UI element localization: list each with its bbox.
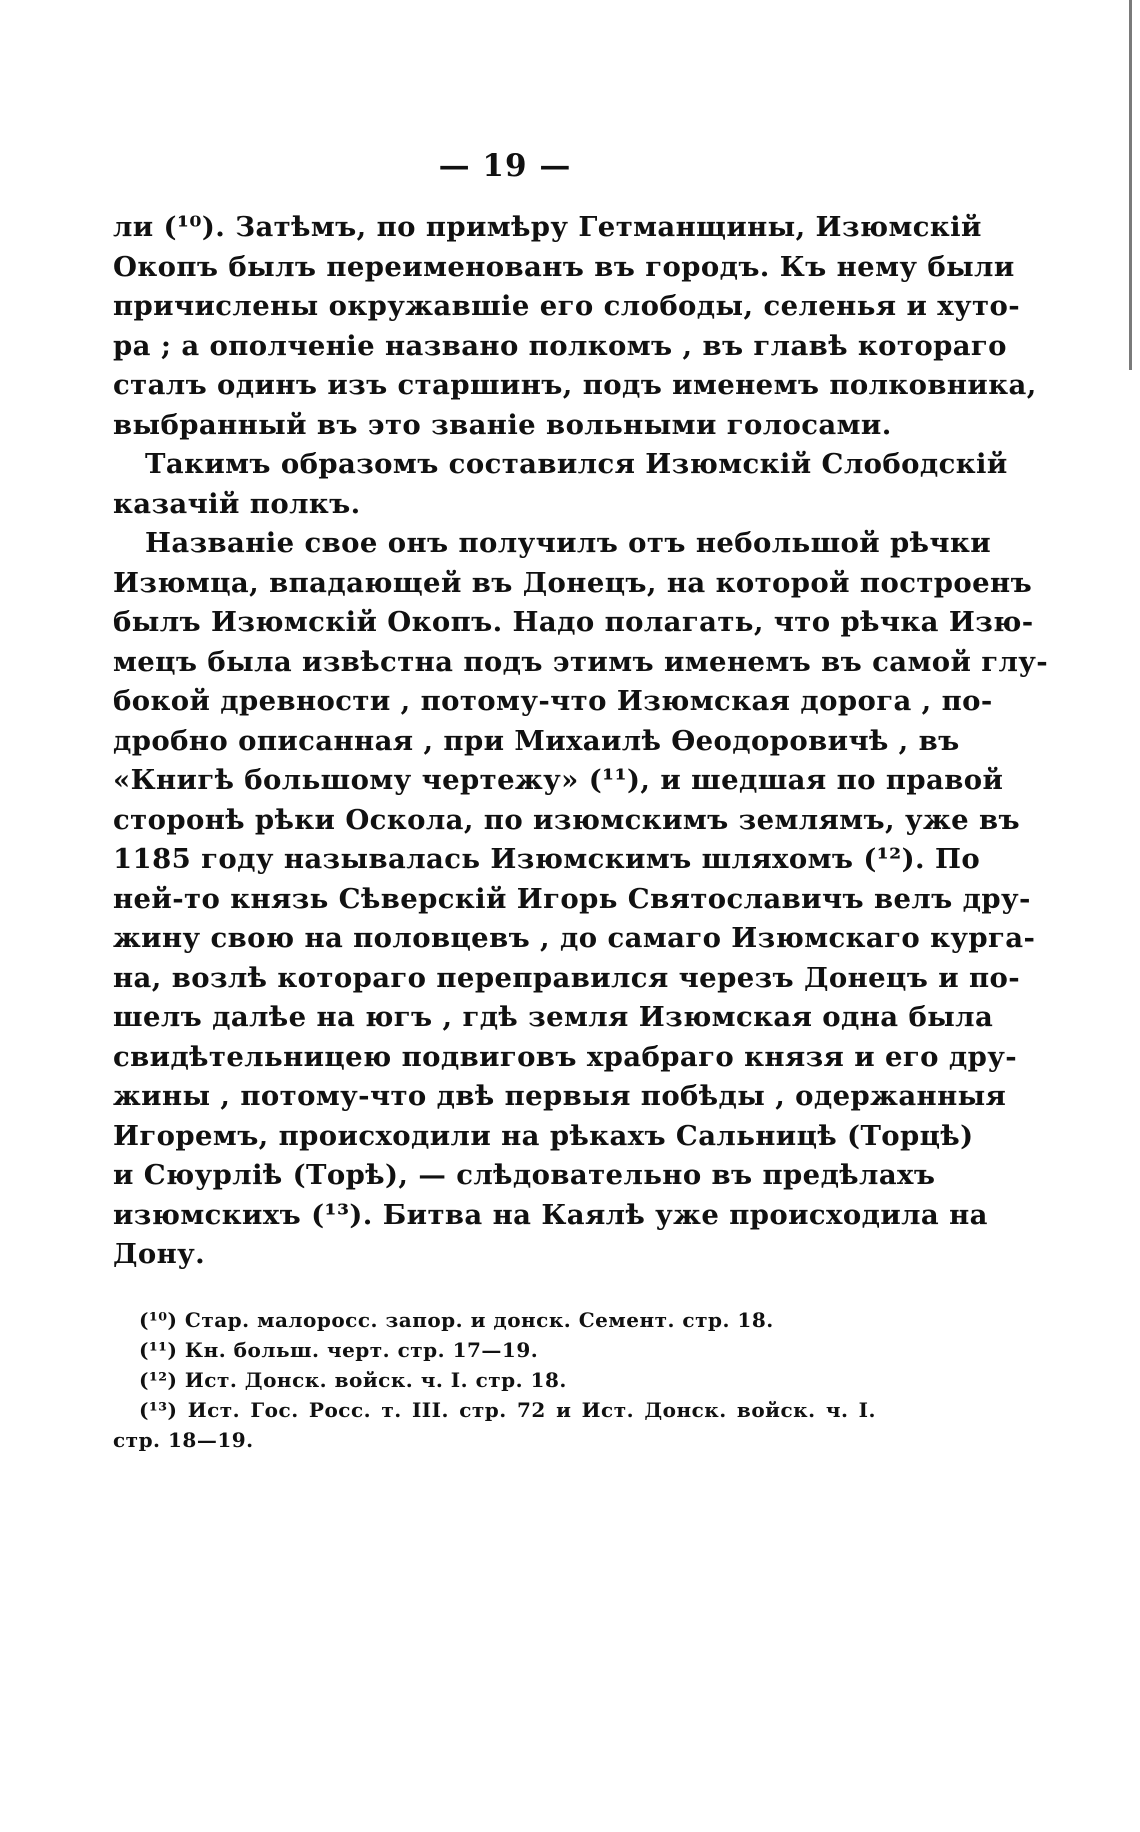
footnote-continuation: стр. 18—19.	[113, 1428, 254, 1452]
text-line: Окопъ былъ переименованъ въ городъ. Къ нему были	[113, 250, 1015, 283]
text-line: сталъ одинъ изъ старшинъ, подъ именемъ полковника,	[113, 369, 1037, 401]
text-line: 1185 году называлась Изюмскимъ шляхомъ (¹²). По	[113, 843, 981, 875]
text-line: Игоремъ, происходили на рѣкахъ Сальницѣ (Торцѣ)	[113, 1119, 974, 1152]
text-line: изюмскихъ (¹³). Битва на Каялѣ уже происходила на	[113, 1198, 988, 1231]
text-line: причислены окружавшіе его слободы, селенья и хуто-	[113, 290, 1021, 322]
text-line: мецъ была извѣстна подъ этимъ именемъ въ самой глу-	[113, 645, 1049, 678]
text-line: на, возлѣ котораго переправился черезъ Донецъ и по-	[113, 961, 1021, 994]
footnotes	[113, 1305, 876, 1455]
text-line: «Книгѣ большому чертежу» (¹¹), и шедшая по правой	[113, 764, 1004, 796]
text-line: Такимъ образомъ составился Изюмскій Слободскій	[145, 448, 1008, 480]
footnote: (¹²) Ист. Донск. войск. ч. I. стр. 18.	[139, 1368, 567, 1392]
text-line: жины , потому-что двѣ первыя побѣды , одержанныя	[113, 1080, 1007, 1112]
text-line: Названіе свое онъ получилъ отъ небольшой рѣчки	[145, 527, 992, 559]
scan-edge-mark	[1129, 0, 1132, 370]
body-text	[113, 208, 1049, 1275]
text-line: и Сюурлiѣ (Торѣ), — слѣдовательно въ предѣлахъ	[113, 1159, 936, 1191]
text-line: ли (¹⁰). Затѣмъ, по примѣру Гетманщины, Изюмскій	[113, 211, 982, 243]
text-line: казачій полкъ.	[113, 487, 361, 520]
footnote: (¹³) Ист. Гос. Росс. т. III. стр. 72 и Ист. Донск. войск. ч. I.	[139, 1398, 876, 1422]
text-line: шелъ далѣе на югъ , гдѣ земля Изюмская одна была	[113, 1001, 994, 1033]
text-line: былъ Изюмскій Окопъ. Надо полагать, что рѣчка Изю-	[113, 606, 1034, 638]
text-line: дробно описанная , при Михаилѣ Ѳеодоровичѣ , въ	[113, 724, 960, 757]
text-line: бокой древности , потому-что Изюмская дорога , по-	[113, 685, 993, 717]
text-line: Изюмца, впадающей въ Донецъ, на которой построенъ	[113, 566, 1033, 599]
page-number: — 19 —	[438, 148, 572, 184]
footnote: (¹⁰) Стар. малоросс. запор. и донск. Семент. стр. 18.	[139, 1308, 774, 1332]
text-line: свидѣтельницею подвиговъ храбраго князя и его дру-	[113, 1040, 1018, 1073]
text-line: ней-то князь Сѣверскій Игорь Святославичъ велъ дру-	[113, 882, 1031, 915]
text-line: выбранный въ это званіе вольными голосами.	[113, 408, 892, 441]
footnote: (¹¹) Кн. больш. черт. стр. 17—19.	[139, 1338, 539, 1362]
text-line: сторонѣ рѣки Оскола, по изюмскимъ землямъ, уже въ	[113, 803, 1021, 836]
text-line: жину свою на половцевъ , до самаго Изюмскаго курга-	[113, 922, 1036, 954]
text-line: Дону.	[113, 1238, 206, 1270]
text-line: ра ; а ополченіе названо полкомъ , въ главѣ котораго	[113, 329, 1007, 362]
